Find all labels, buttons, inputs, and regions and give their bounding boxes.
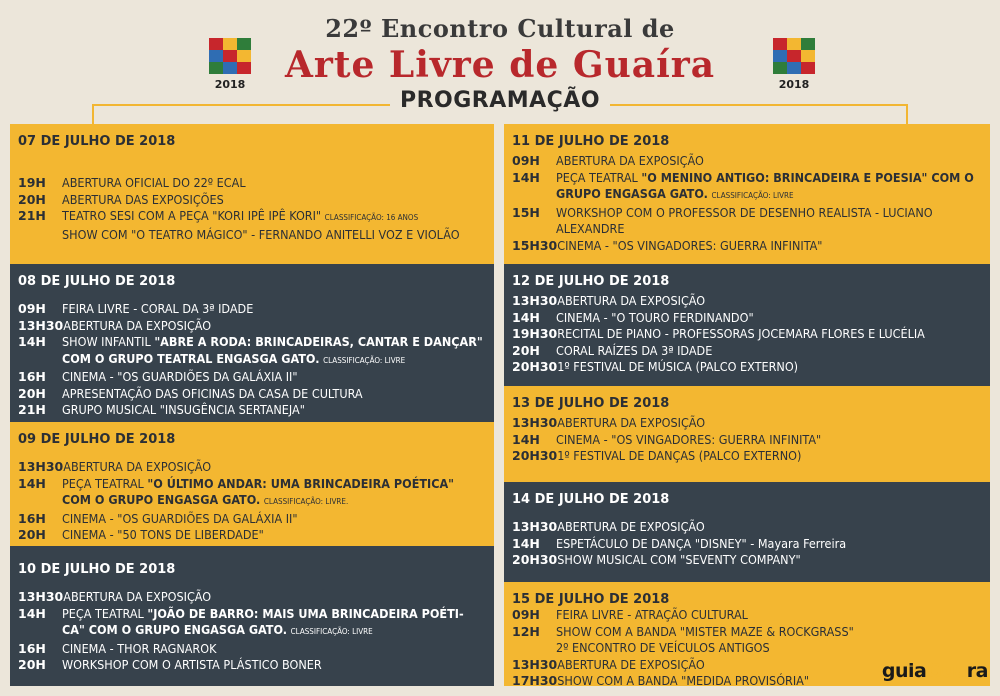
event-row: [512, 432, 982, 449]
event-time: [512, 640, 556, 657]
event-description: CINEMA - "OS VINGADORES: GUERRA INFINITA": [556, 431, 822, 447]
day-block-08-julho: [10, 264, 494, 422]
day-block-11-julho: [504, 124, 990, 264]
day-date: 12 DE JULHO DE 2018: [512, 274, 670, 289]
event-row: [18, 641, 486, 658]
event-row: [18, 208, 486, 227]
event-time: 14H: [512, 535, 540, 551]
event-row: [512, 448, 982, 465]
event-time: 20H: [18, 657, 46, 672]
event-row: [18, 318, 486, 335]
event-description: ABERTURA DA EXPOSIÇÃO: [63, 317, 212, 333]
event-description: ABERTURA OFICIAL DO 22º ECAL: [62, 175, 246, 190]
event-time: 14H: [18, 475, 46, 491]
event-time: 20H30: [512, 448, 558, 463]
event-classification: CLASSIFICAÇÃO: LIVRE.: [263, 497, 349, 506]
poster-header: [0, 0, 1000, 122]
event-time: 09H: [512, 607, 540, 622]
event-row: [18, 386, 486, 403]
event-time: 21H: [18, 208, 46, 223]
event-row: [18, 657, 486, 674]
event-row: [18, 589, 486, 606]
event-time: 14H: [18, 605, 46, 621]
day-date: 09 DE JULHO DE 2018: [18, 432, 176, 447]
event-description: CINEMA - "OS GUARDIÕES DA GALÁXIA II": [62, 510, 298, 526]
day-date: 15 DE JULHO DE 2018: [512, 592, 670, 607]
event-description: ABERTURA DA EXPOSIÇÃO: [63, 459, 212, 474]
event-time: 13H30: [512, 656, 558, 672]
event-description: ESPETÁCULO DE DANÇA "DISNEY" - Mayara Ferreira: [556, 535, 847, 551]
event-description: RECITAL DE PIANO - PROFESSORAS JOCEMARA FLORES E LUCÉLIA: [557, 326, 925, 341]
event-time: 13H30: [512, 293, 558, 308]
event-time: 19H30: [512, 326, 558, 341]
event-row: [18, 527, 486, 544]
day-block-09-julho: [10, 422, 494, 546]
day-date: 14 DE JULHO DE 2018: [512, 492, 670, 507]
guiaguaira-watermark: [882, 660, 988, 682]
event-description: WORKSHOP COM O PROFESSOR DE DESENHO REALISTA - LUCIANO ALEXANDRE: [556, 204, 933, 236]
programacao-heading: PROGRAMAÇÃO: [390, 88, 610, 113]
event-description: CINEMA - "OS VINGADORES: GUERRA INFINITA": [557, 237, 823, 253]
event-description: SHOW COM A BANDA "MISTER MAZE & ROCKGRASS": [556, 623, 854, 639]
event-time: 15H: [512, 204, 540, 220]
event-row: [512, 293, 982, 310]
day-block-13-julho: [504, 386, 990, 482]
event-time: 14H: [512, 309, 540, 325]
event-description: ABERTURA DAS EXPOSIÇÕES: [62, 191, 224, 207]
event-time: 20H: [18, 527, 46, 542]
event-description: FEIRA LIVRE - ATRAÇÃO CULTURAL: [556, 607, 748, 622]
event-time: 16H: [18, 369, 46, 384]
festival-logo-icon: [207, 36, 253, 76]
event-time: 12H: [512, 623, 540, 639]
event-description: SHOW MUSICAL COM "SEVENTY COMPANY": [557, 552, 801, 567]
day-date: 11 DE JULHO DE 2018: [512, 134, 670, 149]
event-time: 20H: [512, 342, 540, 358]
event-time: 13H30: [18, 589, 64, 604]
event-title: "JOÃO DE BARRO: MAIS UMA BRINCADEIRA POÉTI-CA" COM O GRUPO ENGASGA GATO.: [62, 605, 464, 637]
day-date: 10 DE JULHO DE 2018: [18, 562, 176, 577]
event-time: 13H30: [512, 415, 558, 430]
event-time: 16H: [18, 640, 46, 656]
day-block-10-julho: [10, 546, 494, 686]
event-edition-title: 22º Encontro Cultural de: [325, 14, 675, 43]
event-description: 1º FESTIVAL DE DANÇAS (PALCO EXTERNO): [557, 448, 802, 463]
event-time: [18, 227, 62, 244]
event-row: [512, 640, 982, 657]
event-description: PEÇA TEATRAL: [556, 169, 642, 185]
event-time: 09H: [512, 153, 540, 168]
event-time: 13H30: [18, 459, 64, 474]
event-time: 20H: [18, 191, 46, 207]
event-description: ABERTURA DA EXPOSIÇÃO: [63, 589, 212, 604]
event-description: GRUPO MUSICAL "INSUGÊNCIA SERTANEJA": [62, 402, 305, 417]
day-date: 13 DE JULHO DE 2018: [512, 396, 670, 411]
day-block-07-julho: [10, 124, 494, 264]
event-description: CINEMA - "O TOURO FERDINANDO": [556, 309, 754, 325]
event-row: [18, 459, 486, 476]
event-classification: CLASSIFICAÇÃO: LIVRE: [323, 355, 406, 365]
event-main-title: Arte Livre de Guaíra: [284, 44, 716, 86]
event-description: PEÇA TEATRAL: [62, 605, 148, 621]
day-date: 07 DE JULHO DE 2018: [18, 134, 176, 149]
event-description: APRESENTAÇÃO DAS OFICINAS DA CASA DE CULTURA: [62, 385, 363, 401]
event-description: ABERTURA DA EXPOSIÇÃO: [557, 293, 706, 308]
event-row: [512, 205, 982, 238]
event-description: WORKSHOP COM O ARTISTA PLÁSTICO BONER: [62, 657, 322, 672]
brand-part: ra: [966, 660, 988, 682]
event-description: SHOW COM "O TEATRO MÁGICO" - FERNANDO ANITELLI VOZ E VIOLÃO: [62, 226, 460, 242]
day-date: 08 DE JULHO DE 2018: [18, 274, 176, 289]
event-description: ABERTURA DA EXPOSIÇÃO: [557, 415, 706, 430]
event-time: 21H: [18, 402, 46, 417]
event-row: [512, 170, 982, 205]
event-classification: CLASSIFICAÇÃO: LIVRE: [711, 191, 794, 200]
event-time: 13H30: [512, 519, 558, 534]
event-description: 1º FESTIVAL DE MÚSICA (PALCO EXTERNO): [557, 359, 799, 374]
event-row: [18, 369, 486, 386]
brand-part: Gua: [926, 660, 967, 682]
event-description: SHOW INFANTIL: [62, 334, 155, 349]
event-description: CINEMA - THOR RAGNAROK: [62, 640, 217, 656]
event-description: 2º ENCONTRO DE VEÍCULOS ANTIGOS: [556, 640, 770, 655]
event-time: 09H: [18, 301, 46, 316]
event-time: 14H: [18, 334, 46, 349]
brand-part: guia: [881, 660, 927, 682]
event-description: SHOW COM A BANDA "MEDIDA PROVISÓRIA": [557, 673, 810, 686]
logo-year: 2018: [778, 78, 810, 91]
event-row: [512, 536, 982, 553]
event-row: [512, 624, 982, 641]
event-row: [512, 359, 982, 376]
event-time: 14H: [512, 169, 540, 185]
event-row: [512, 238, 982, 255]
event-row: [18, 301, 486, 318]
event-time: 13H30: [18, 317, 64, 333]
event-time: 14H: [512, 431, 540, 447]
event-classification: CLASSIFICAÇÃO: 16 ANOS: [324, 213, 419, 222]
event-row: [18, 334, 486, 369]
event-row: [512, 310, 982, 327]
day-block-12-julho: [504, 264, 990, 386]
event-row: [512, 153, 982, 170]
event-description: CINEMA - "50 TONS DE LIBERDADE": [62, 527, 264, 542]
event-description: CORAL RAÍZES DA 3ª IDADE: [556, 342, 713, 358]
event-description: ABERTURA DE EXPOSIÇÃO: [557, 656, 705, 672]
event-title: "ABRE A RODA: BRINCADEIRAS, CANTAR E DANÇAR" COM O GRUPO TEATRAL ENGASGA GATO.: [62, 334, 483, 366]
event-row: [512, 343, 982, 360]
festival-logo-icon: [771, 36, 817, 76]
event-row: [512, 607, 982, 624]
event-description: CINEMA - "OS GUARDIÕES DA GALÁXIA II": [62, 369, 298, 384]
event-row: [18, 192, 486, 209]
event-row: [512, 519, 982, 536]
event-row: [18, 606, 486, 641]
event-title: "O ÚLTIMO ANDAR: UMA BRINCADEIRA POÉTICA" COM O GRUPO ENGASGA GATO.: [62, 475, 455, 507]
day-block-14-julho: [504, 482, 990, 582]
event-time: 16H: [18, 510, 46, 526]
event-row: [512, 415, 982, 432]
event-description: ABERTURA DA EXPOSIÇÃO: [556, 153, 704, 168]
event-time: 19H: [18, 175, 46, 190]
festival-logo-left: [202, 36, 258, 91]
festival-logo-right: [766, 36, 822, 91]
event-row: [512, 326, 982, 343]
event-row: [512, 552, 982, 569]
event-row: [18, 476, 486, 511]
event-description: FEIRA LIVRE - CORAL DA 3ª IDADE: [62, 301, 254, 316]
event-time: 20H30: [512, 552, 558, 567]
event-title: "O MENINO ANTIGO: BRINCADEIRA E POESIA" COM O GRUPO ENGASGA GATO.: [556, 169, 974, 201]
logo-year: 2018: [214, 78, 246, 91]
event-row: [18, 511, 486, 528]
event-time: 15H30: [512, 237, 558, 253]
event-time: 20H30: [512, 359, 558, 374]
event-description: TEATRO SESI COM A PEÇA "KORI IPÊ IPÊ KORI": [62, 208, 322, 223]
event-row: [18, 227, 486, 244]
event-description: PEÇA TEATRAL: [62, 475, 148, 491]
event-description: ABERTURA DE EXPOSIÇÃO: [557, 519, 705, 534]
event-row: [18, 175, 486, 192]
event-classification: CLASSIFICAÇÃO: LIVRE: [290, 627, 373, 636]
event-row: [18, 402, 486, 419]
event-time: 20H: [18, 385, 46, 401]
event-time: 17H30: [512, 673, 558, 686]
